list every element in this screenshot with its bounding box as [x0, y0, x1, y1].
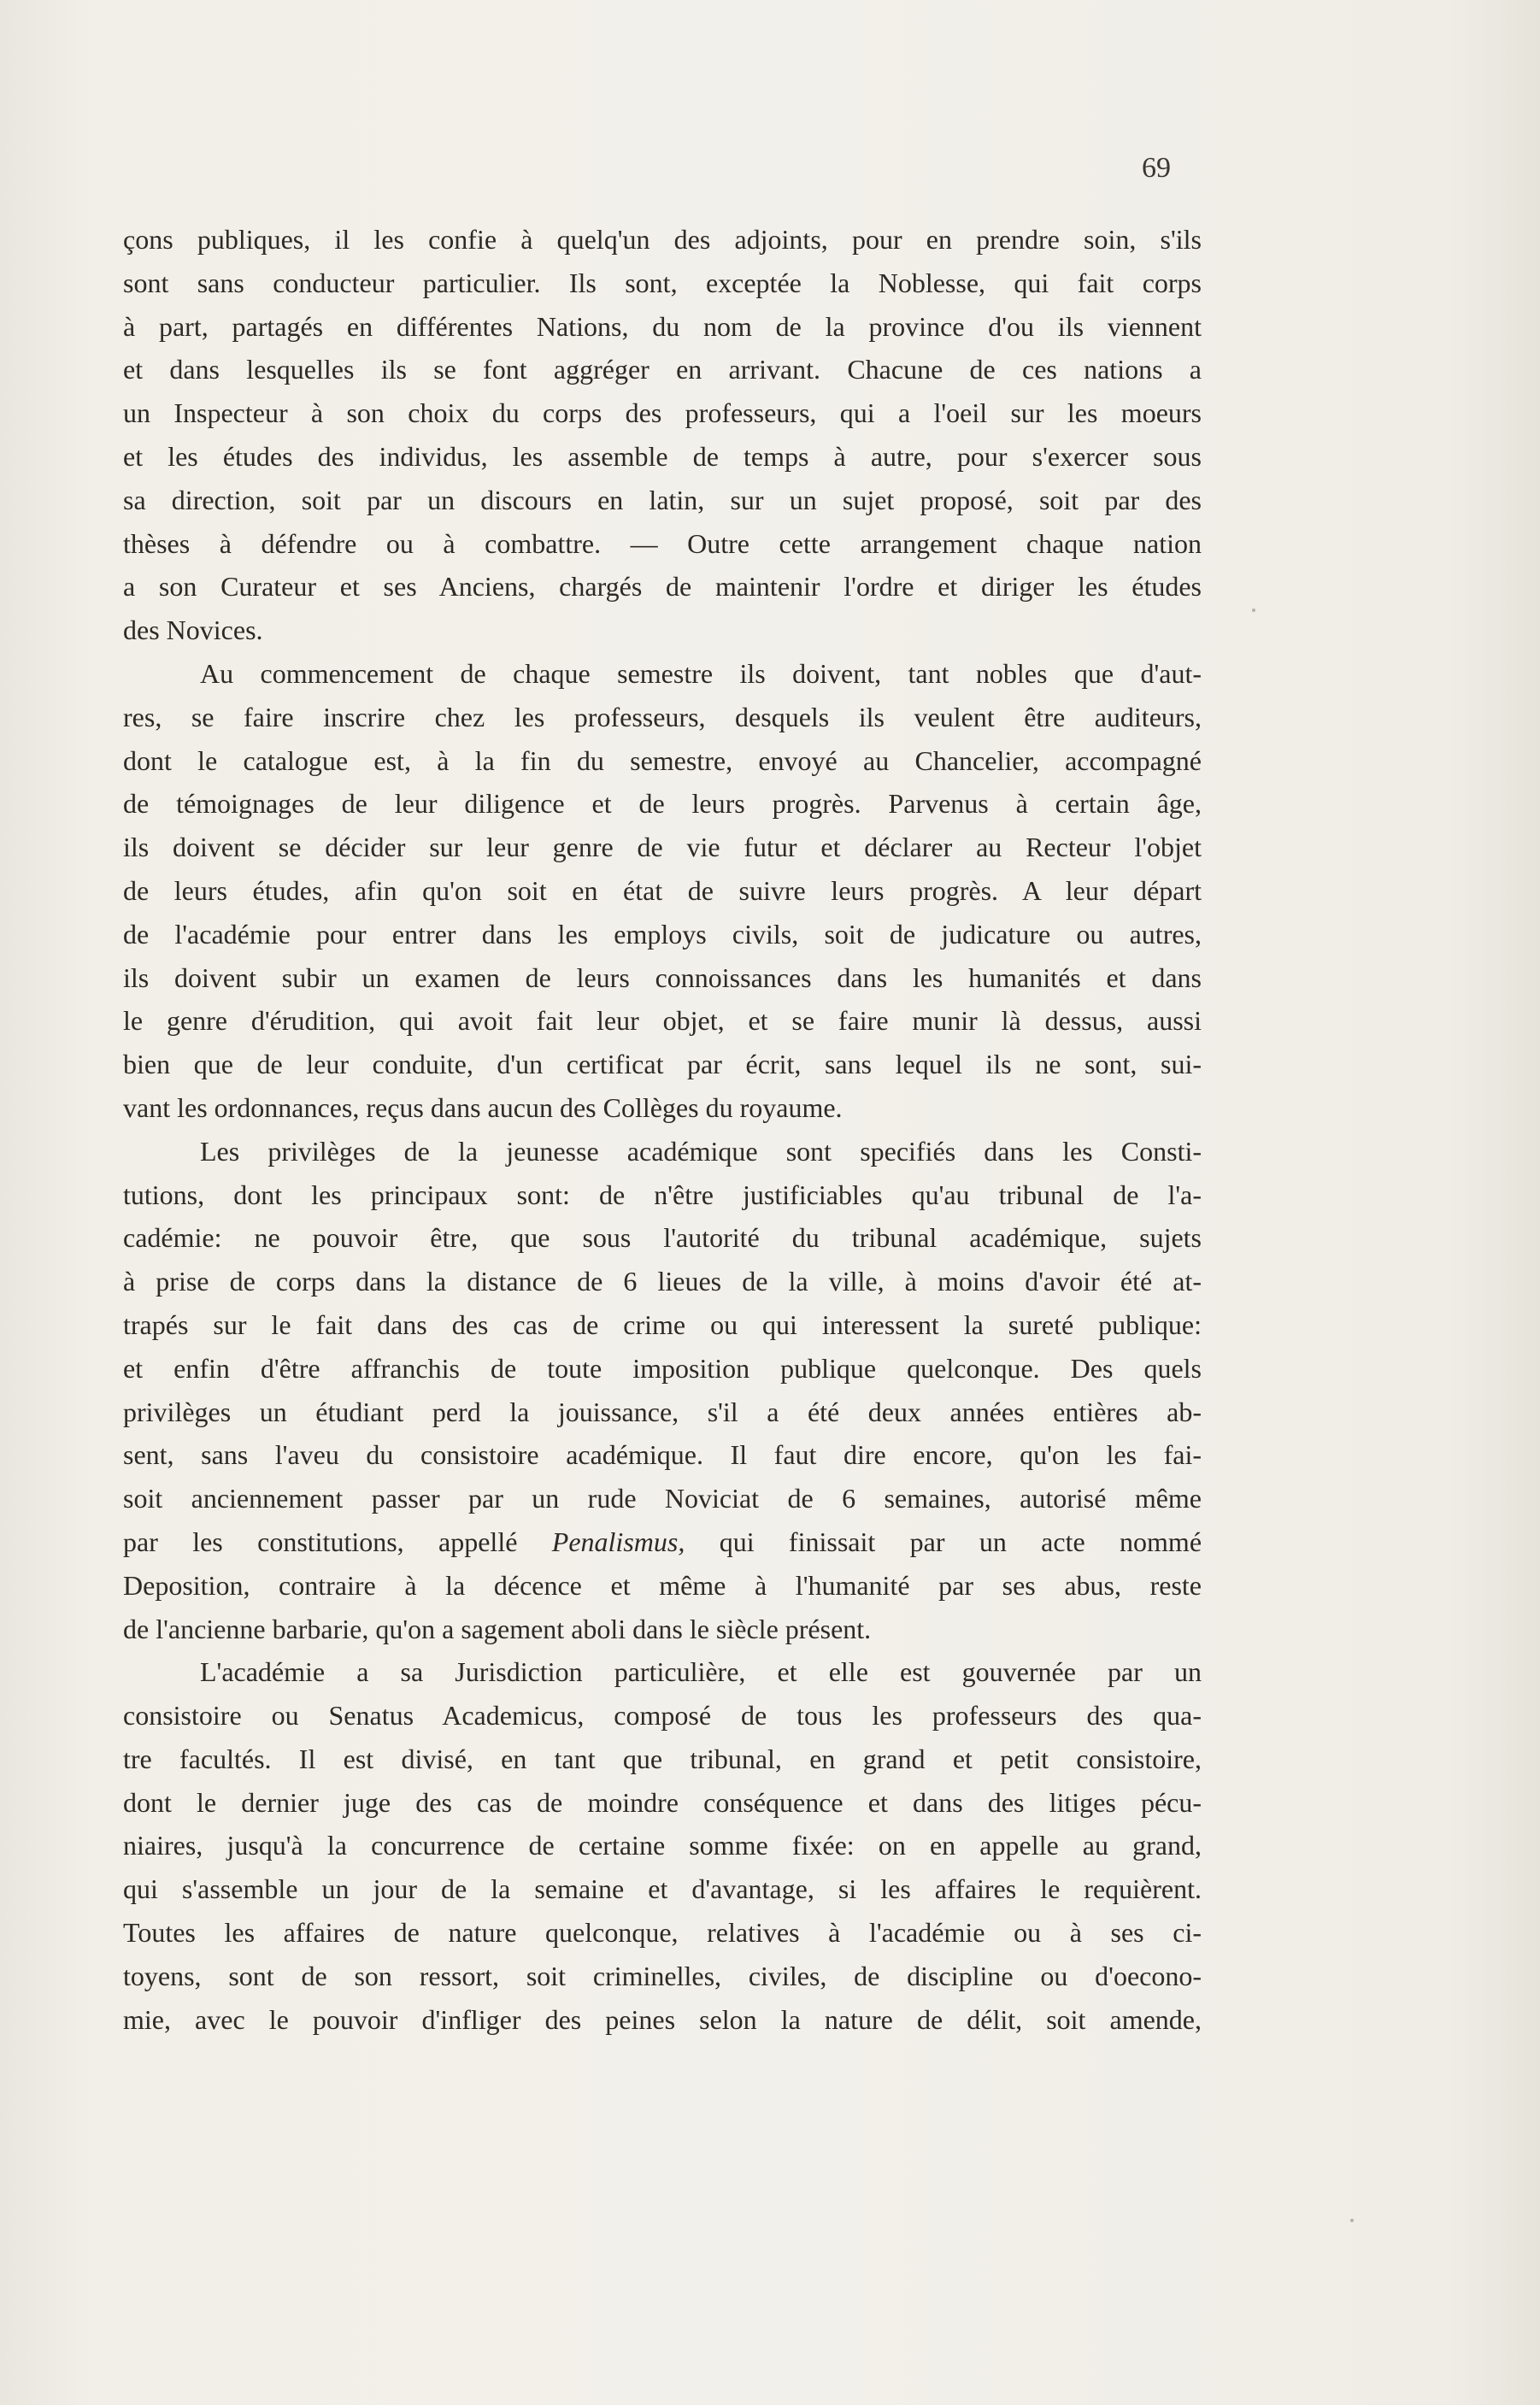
text-line: et dans lesquelles ils se font aggréger en arrivant. Chacune de ces nations a	[123, 354, 1202, 385]
text-line: à part, partagés en différentes Nations, du nom de la province d'ou ils viennent	[123, 310, 1202, 342]
text-line: L'académie a sa Jurisdiction particulière, et elle est gouvernée par un	[200, 1656, 1202, 1688]
text-line: et les études des individus, les assemble de temps à autre, pour s'exercer sous	[123, 440, 1202, 472]
text-line: Les privilèges de la jeunesse académique sont specifiés dans les Consti-	[200, 1135, 1202, 1167]
text-line: Au commencement de chaque semestre ils doivent, tant nobles que d'aut-	[200, 657, 1202, 689]
text-line: un Inspecteur à son choix du corps des professeurs, qui a l'oeil sur les moeurs	[123, 397, 1202, 429]
text-line: de témoignages de leur diligence et de leurs progrès. Parvenus à certain âge,	[123, 788, 1202, 820]
body-text	[123, 218, 1202, 2041]
text-line: de l'académie pour entrer dans les employs civils, soit de judicature ou autres,	[123, 918, 1202, 950]
text-line: sont sans conducteur particulier. Ils sont, exceptée la Noblesse, qui fait corps	[123, 267, 1202, 298]
page-number: 69	[1142, 152, 1171, 184]
text-line: sent, sans l'aveu du consistoire académique. Il faut dire encore, qu'on les fai-	[123, 1439, 1202, 1471]
text-line: et enfin d'être affranchis de toute imposition publique quelconque. Des quels	[123, 1352, 1202, 1384]
text-fragment: qui finissait par un acte nommé	[719, 1526, 1202, 1557]
text-line: de leurs études, afin qu'on soit en état de suivre leurs progrès. A leur départ	[123, 874, 1202, 906]
text-line: sa direction, soit par un discours en latin, sur un sujet proposé, soit par des	[123, 484, 1202, 515]
text-line: cadémie: ne pouvoir être, que sous l'autorité du tribunal académique, sujets	[123, 1222, 1202, 1254]
text-line: des Novices.	[123, 614, 263, 646]
text-line: tutions, dont les principaux sont: de n'être justificiables qu'au tribunal de l'a-	[123, 1179, 1202, 1210]
text-line: res, se faire inscrire chez les professeurs, desquels ils veulent être auditeurs,	[123, 701, 1202, 732]
text-line: le genre d'érudition, qui avoit fait leur objet, et se faire munir là dessus, aussi	[123, 1005, 1202, 1037]
text-line: toyens, sont de son ressort, soit criminelles, civiles, de discipline ou d'oecono-	[123, 1960, 1202, 1991]
text-line: de l'ancienne barbarie, qu'on a sagement aboli dans le siècle présent.	[123, 1613, 872, 1644]
text-line: vant les ordonnances, reçus dans aucun des Collèges du royaume.	[123, 1091, 843, 1123]
text-line: Deposition, contraire à la décence et même à l'humanité par ses abus, reste	[123, 1569, 1202, 1601]
text-line: privilèges un étudiant perd la jouissance, s'il a été deux années entières ab-	[123, 1396, 1202, 1427]
text-line: ils doivent subir un examen de leurs connoissances dans les humanités et dans	[123, 961, 1202, 993]
text-line: ils doivent se décider sur leur genre de vie futur et déclarer au Recteur l'objet	[123, 832, 1202, 863]
text-line: dont le dernier juge des cas de moindre conséquence et dans des litiges pécu-	[123, 1786, 1202, 1818]
text-line: mie, avec le pouvoir d'infliger des peines selon la nature de délit, soit amende,	[123, 2003, 1202, 2035]
text-line: dont le catalogue est, à la fin du semestre, envoyé au Chancelier, accompagné	[123, 744, 1202, 776]
text-line: tre facultés. Il est divisé, en tant que tribunal, en grand et petit consistoire,	[123, 1743, 1202, 1774]
text-line: Toutes les affaires de nature quelconque, relatives à l'académie ou à ses ci-	[123, 1917, 1202, 1949]
paper-speck	[1350, 2219, 1354, 2222]
text-line: bien que de leur conduite, d'un certificat par écrit, sans lequel ils ne sont, sui-	[123, 1049, 1202, 1080]
text-line: consistoire ou Senatus Academicus, composé de tous les professeurs des qua-	[123, 1700, 1202, 1732]
text-line: a son Curateur et ses Anciens, chargés de maintenir l'ordre et diriger les études	[123, 571, 1202, 603]
italic-term: Penalismus,	[551, 1526, 685, 1557]
text-line: soit anciennement passer par un rude Noviciat de 6 semaines, autorisé même	[123, 1483, 1202, 1514]
text-line: thèses à défendre ou à combattre. — Outre cette arrangement chaque nation	[123, 527, 1202, 559]
text-line: à prise de corps dans la distance de 6 lieues de la ville, à moins d'avoir été at-	[123, 1266, 1202, 1297]
text-line: çons publiques, il les confie à quelq'un des adjoints, pour en prendre soin, s'ils	[123, 224, 1202, 255]
text-line: niaires, jusqu'à la concurrence de certaine somme fixée: on en appelle au grand,	[123, 1830, 1202, 1861]
text-line-mixed	[123, 1520, 1202, 1564]
text-line: qui s'assemble un jour de la semaine et d'avantage, si les affaires le requièrent.	[123, 1873, 1202, 1905]
text-line: trapés sur le fait dans des cas de crime ou qui interessent la sureté publique:	[123, 1308, 1202, 1340]
paper-speck	[1252, 609, 1255, 612]
text-fragment: par les constitutions, appellé	[123, 1526, 518, 1557]
